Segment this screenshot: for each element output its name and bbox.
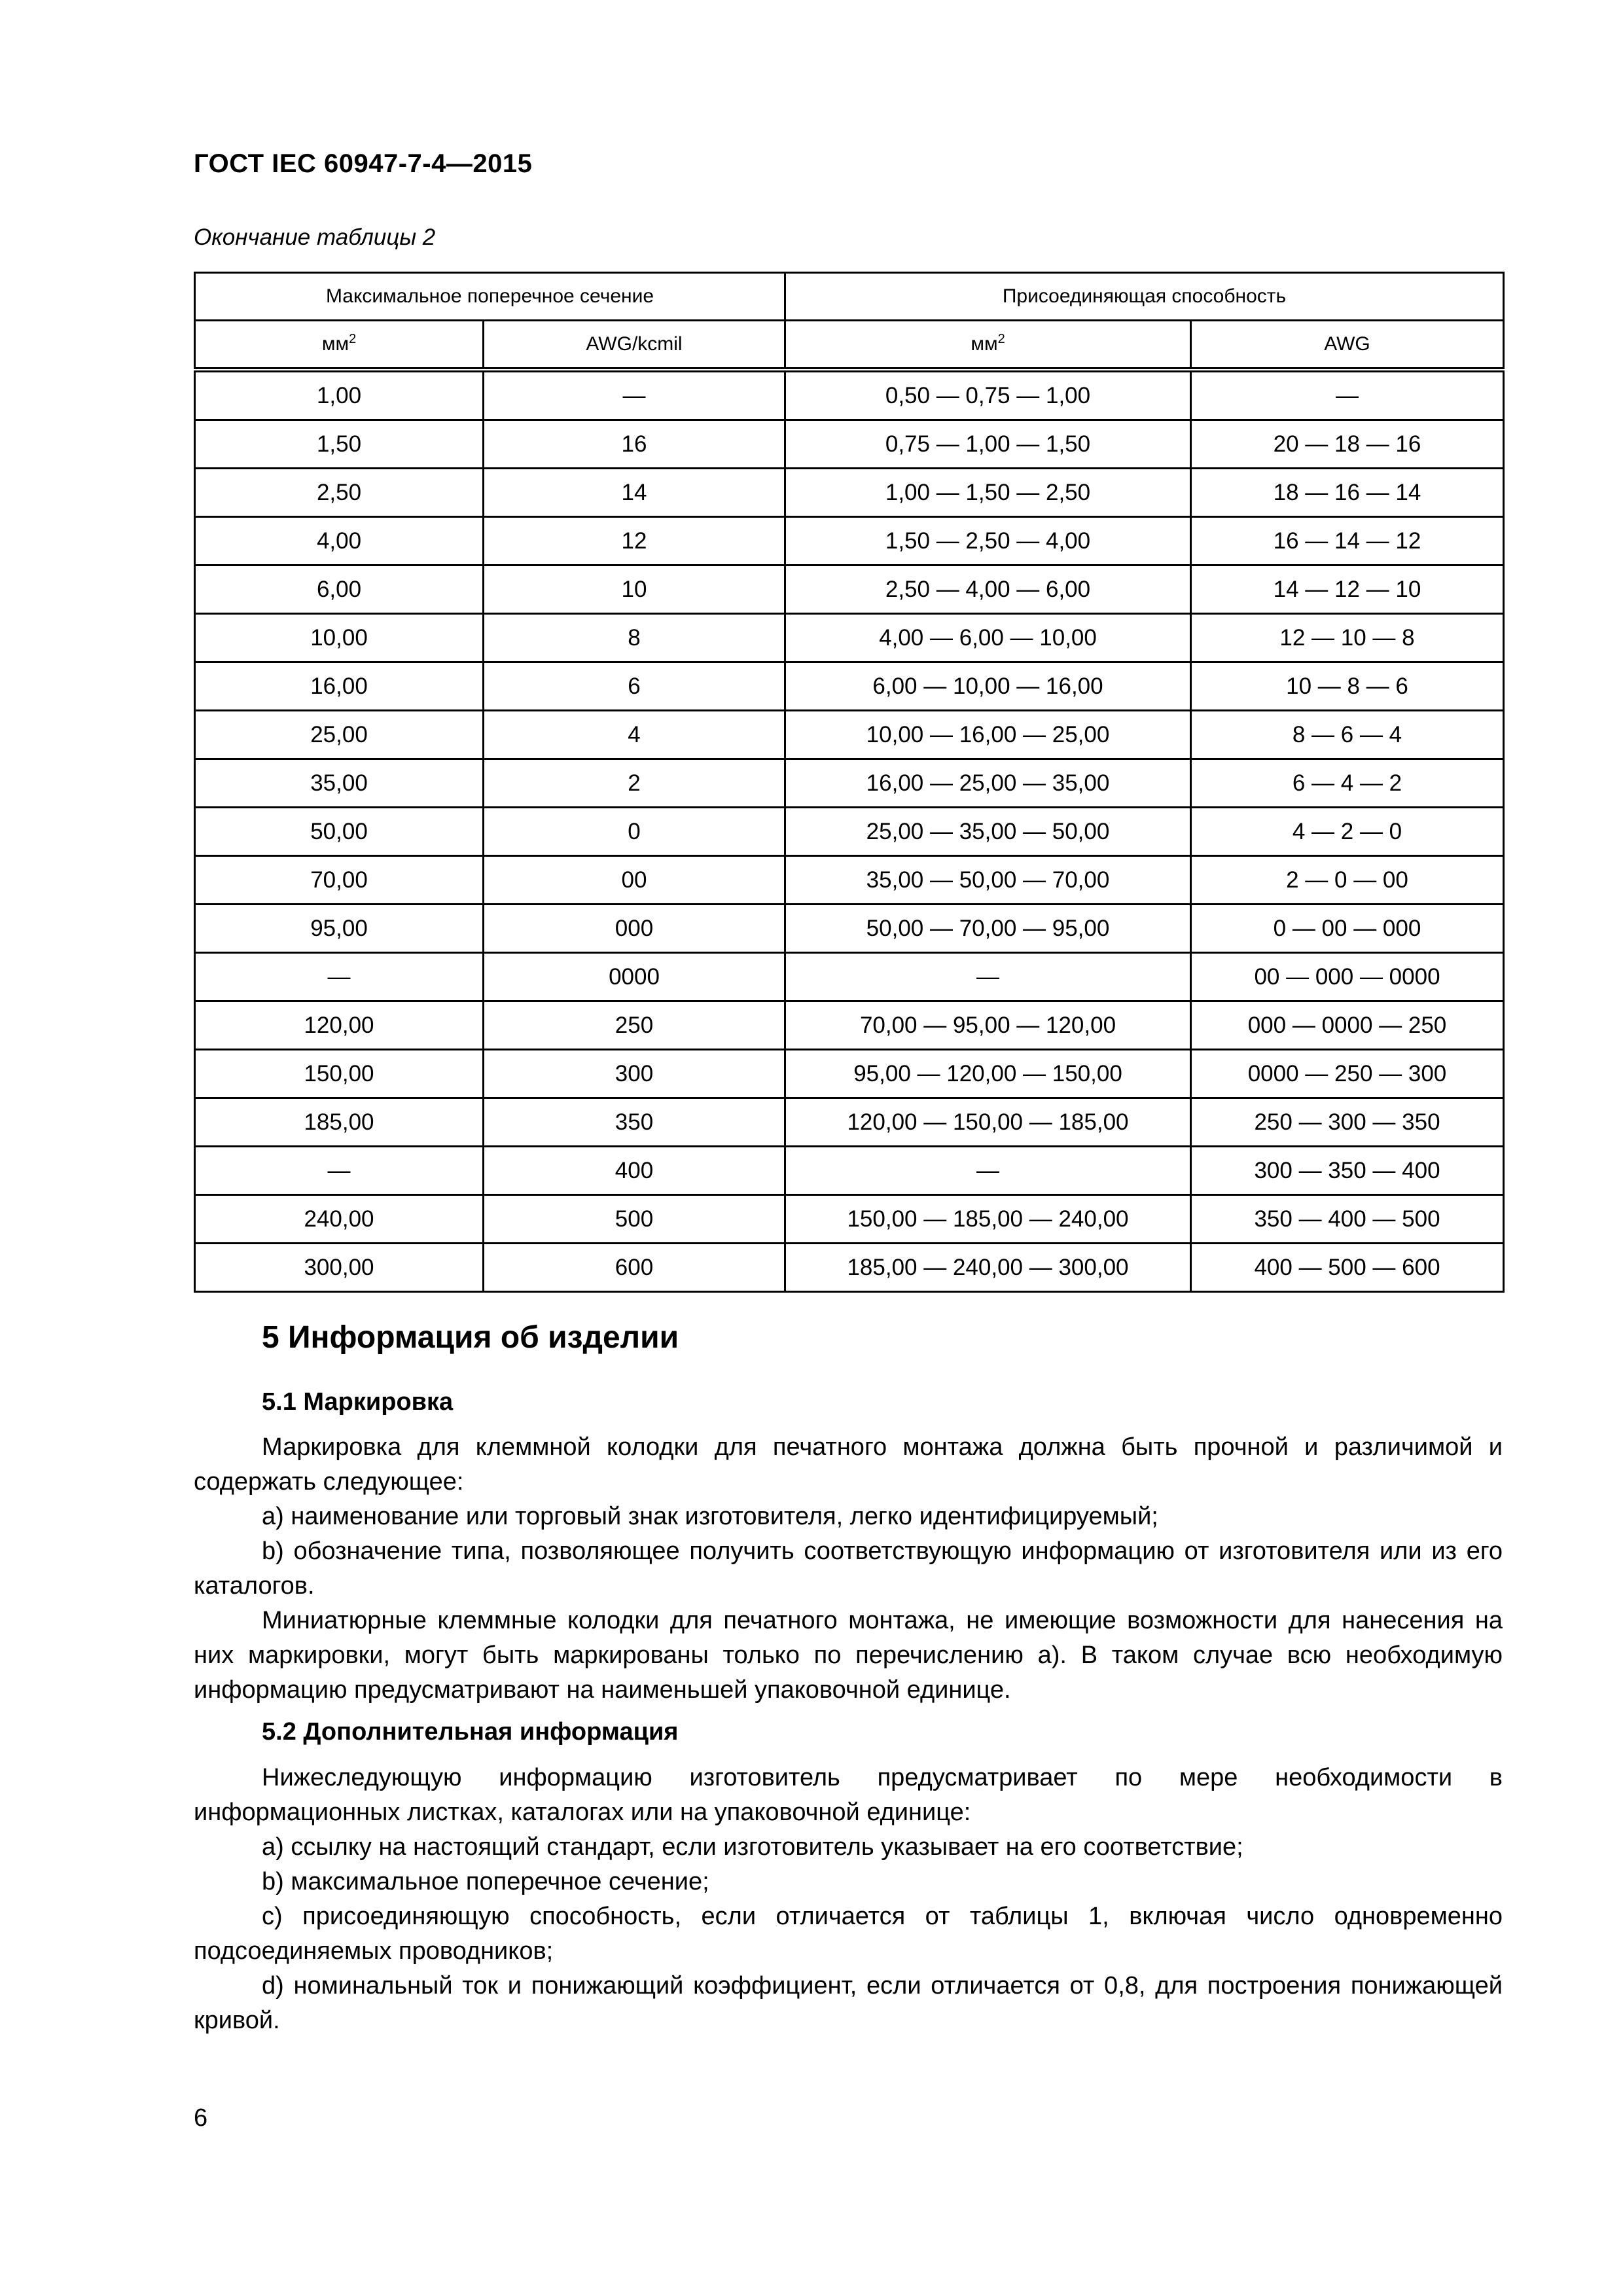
cell-capacity-mm2: —	[785, 1147, 1191, 1195]
cell-max-mm2: 4,00	[195, 517, 484, 565]
cell-max-awg-kcmil: 8	[484, 614, 785, 662]
cell-max-mm2: 16,00	[195, 662, 484, 711]
cell-capacity-mm2: 16,00 — 25,00 — 35,00	[785, 759, 1191, 808]
cell-max-mm2: 10,00	[195, 614, 484, 662]
cell-max-awg-kcmil: 400	[484, 1147, 785, 1195]
list-item-5-1-b: b) обозначение типа, позволяющее получить соответствующую информацию от изготовителя или из его каталогов.	[194, 1537, 1503, 1600]
paragraph-5-2-intro: Нижеследующую информацию изготовитель предусматривает по мере необходимости в информационных листках, каталогах или на упаковочной единице:	[194, 1764, 1503, 1826]
table-row	[195, 1001, 1504, 1050]
cell-capacity-mm2: 50,00 — 70,00 — 95,00	[785, 905, 1191, 953]
cell-max-awg-kcmil: 14	[484, 469, 785, 517]
cell-capacity-awg: 00 — 000 — 0000	[1191, 953, 1504, 1001]
cell-capacity-awg: 300 — 350 — 400	[1191, 1147, 1504, 1195]
cell-max-mm2: 120,00	[195, 1001, 484, 1050]
cell-max-mm2: 50,00	[195, 808, 484, 856]
cell-capacity-awg: 20 — 18 — 16	[1191, 420, 1504, 469]
document-header: ГОСТ IEC 60947-7-4—2015	[194, 149, 533, 178]
list-item-5-2-c: c) присоединяющую способность, если отличается от таблицы 1, включая число одновременно подсоединяемых проводников;	[194, 1903, 1503, 1965]
table-row	[195, 370, 1504, 420]
cell-max-mm2: 240,00	[195, 1195, 484, 1244]
cell-capacity-awg: 12 — 10 — 8	[1191, 614, 1504, 662]
cell-max-awg-kcmil: 4	[484, 711, 785, 759]
cell-capacity-awg: 16 — 14 — 12	[1191, 517, 1504, 565]
cell-max-awg-kcmil: 350	[484, 1098, 785, 1147]
table-row	[195, 808, 1504, 856]
cell-capacity-mm2: 25,00 — 35,00 — 50,00	[785, 808, 1191, 856]
cell-max-mm2: 70,00	[195, 856, 484, 905]
table-row	[195, 420, 1504, 469]
table-row	[195, 905, 1504, 953]
cell-capacity-awg: 0 — 00 — 000	[1191, 905, 1504, 953]
cell-capacity-awg: —	[1191, 370, 1504, 420]
cell-capacity-mm2: 10,00 — 16,00 — 25,00	[785, 711, 1191, 759]
cell-max-awg-kcmil: 2	[484, 759, 785, 808]
cell-max-mm2: 1,00	[195, 370, 484, 420]
header-mm2-max: $мм^2$	[195, 321, 484, 370]
cell-max-awg-kcmil: 6	[484, 662, 785, 711]
cell-capacity-mm2: 0,50 — 0,75 — 1,00	[785, 370, 1191, 420]
cell-max-awg-kcmil: 10	[484, 565, 785, 614]
cell-max-mm2: 2,50	[195, 469, 484, 517]
table-row	[195, 662, 1504, 711]
list-item-5-2-b: b) максимальное поперечное сечение;	[262, 1868, 709, 1895]
cell-max-mm2: 150,00	[195, 1050, 484, 1098]
cell-capacity-mm2: 4,00 — 6,00 — 10,00	[785, 614, 1191, 662]
cell-capacity-mm2: 35,00 — 50,00 — 70,00	[785, 856, 1191, 905]
header-mm2-capacity: $мм^2$	[785, 321, 1191, 370]
paragraph-5-1-miniature: Миниатюрные клеммные колодки для печатного монтажа, не имеющие возможности для нанесения на них маркировки, могут быть маркированы только по перечислению a). В таком случае всю необходимую информацию предусматривают на наименьшей упаковочной единице.	[194, 1607, 1503, 1704]
list-item-5-2-a: a) ссылку на настоящий стандарт, если изготовитель указывает на его соответствие;	[262, 1833, 1243, 1861]
cell-max-awg-kcmil: 600	[484, 1244, 785, 1292]
cell-capacity-mm2: 120,00 — 150,00 — 185,00	[785, 1098, 1191, 1147]
table-row	[195, 1050, 1504, 1098]
cell-max-awg-kcmil: 12	[484, 517, 785, 565]
subsection-5-1-title: 5.1 Маркировка	[262, 1388, 454, 1416]
cell-capacity-mm2: 1,00 — 1,50 — 2,50	[785, 469, 1191, 517]
cell-capacity-awg: 250 — 300 — 350	[1191, 1098, 1504, 1147]
cell-capacity-mm2: —	[785, 953, 1191, 1001]
header-connecting-capacity: Присоединяющая способность	[785, 273, 1504, 321]
cell-capacity-awg: 2 — 0 — 00	[1191, 856, 1504, 905]
cell-max-awg-kcmil: 00	[484, 856, 785, 905]
cell-max-mm2: —	[195, 953, 484, 1001]
cell-capacity-awg: 0000 — 250 — 300	[1191, 1050, 1504, 1098]
table-row	[195, 1098, 1504, 1147]
cell-max-awg-kcmil: 500	[484, 1195, 785, 1244]
table-caption: Окончание таблицы 2	[194, 224, 436, 250]
cell-capacity-awg: 8 — 6 — 4	[1191, 711, 1504, 759]
cell-capacity-awg: 350 — 400 — 500	[1191, 1195, 1504, 1244]
cell-max-mm2: 95,00	[195, 905, 484, 953]
list-item-5-2-d: d) номинальный ток и понижающий коэффициент, если отличается от 0,8, для построения понижающей кривой.	[194, 1972, 1503, 2034]
cell-capacity-mm2: 95,00 — 120,00 — 150,00	[785, 1050, 1191, 1098]
cell-capacity-awg: 4 — 2 — 0	[1191, 808, 1504, 856]
cell-max-awg-kcmil: 16	[484, 420, 785, 469]
cell-max-mm2: 1,50	[195, 420, 484, 469]
wire-section-table	[194, 272, 1505, 1293]
cell-max-mm2: —	[195, 1147, 484, 1195]
cell-max-mm2: 35,00	[195, 759, 484, 808]
page-number: 6	[194, 2104, 208, 2132]
table-row	[195, 469, 1504, 517]
cell-capacity-mm2: 70,00 — 95,00 — 120,00	[785, 1001, 1191, 1050]
cell-max-mm2: 300,00	[195, 1244, 484, 1292]
cell-capacity-awg: 400 — 500 — 600	[1191, 1244, 1504, 1292]
cell-max-awg-kcmil: 300	[484, 1050, 785, 1098]
cell-capacity-awg: 10 — 8 — 6	[1191, 662, 1504, 711]
cell-max-awg-kcmil: —	[484, 370, 785, 420]
subsection-5-2-title: 5.2 Дополнительная информация	[262, 1718, 679, 1746]
table-row	[195, 565, 1504, 614]
cell-capacity-mm2: 150,00 — 185,00 — 240,00	[785, 1195, 1191, 1244]
table-row	[195, 517, 1504, 565]
cell-max-awg-kcmil: 0	[484, 808, 785, 856]
cell-max-awg-kcmil: 000	[484, 905, 785, 953]
table-row	[195, 856, 1504, 905]
cell-max-awg-kcmil: 250	[484, 1001, 785, 1050]
cell-capacity-mm2: 185,00 — 240,00 — 300,00	[785, 1244, 1191, 1292]
cell-max-awg-kcmil: 0000	[484, 953, 785, 1001]
table-row	[195, 953, 1504, 1001]
header-awg-kcmil: AWG/kcmil	[484, 321, 785, 370]
cell-capacity-mm2: 1,50 — 2,50 — 4,00	[785, 517, 1191, 565]
table-row	[195, 711, 1504, 759]
cell-capacity-awg: 14 — 12 — 10	[1191, 565, 1504, 614]
cell-max-mm2: 25,00	[195, 711, 484, 759]
cell-max-mm2: 6,00	[195, 565, 484, 614]
table-row	[195, 614, 1504, 662]
list-item-5-1-a: a) наименование или торговый знак изготовителя, легко идентифицируемый;	[262, 1503, 1158, 1530]
cell-capacity-awg: 000 — 0000 — 250	[1191, 1001, 1504, 1050]
cell-capacity-awg: 6 — 4 — 2	[1191, 759, 1504, 808]
cell-capacity-awg: 18 — 16 — 14	[1191, 469, 1504, 517]
cell-capacity-mm2: 0,75 — 1,00 — 1,50	[785, 420, 1191, 469]
header-max-section: Максимальное поперечное сечение	[195, 273, 785, 321]
table-row	[195, 1195, 1504, 1244]
table-row	[195, 1147, 1504, 1195]
header-awg: AWG	[1191, 321, 1504, 370]
table-row	[195, 1244, 1504, 1292]
paragraph-5-1-intro: Маркировка для клеммной колодки для печатного монтажа должна быть прочной и различимой и содержать следующее:	[194, 1433, 1503, 1496]
section-5-title: 5 Информация об изделии	[262, 1320, 679, 1355]
table-row	[195, 759, 1504, 808]
cell-max-mm2: 185,00	[195, 1098, 484, 1147]
cell-capacity-mm2: 2,50 — 4,00 — 6,00	[785, 565, 1191, 614]
table-body	[195, 370, 1504, 1292]
cell-capacity-mm2: 6,00 — 10,00 — 16,00	[785, 662, 1191, 711]
